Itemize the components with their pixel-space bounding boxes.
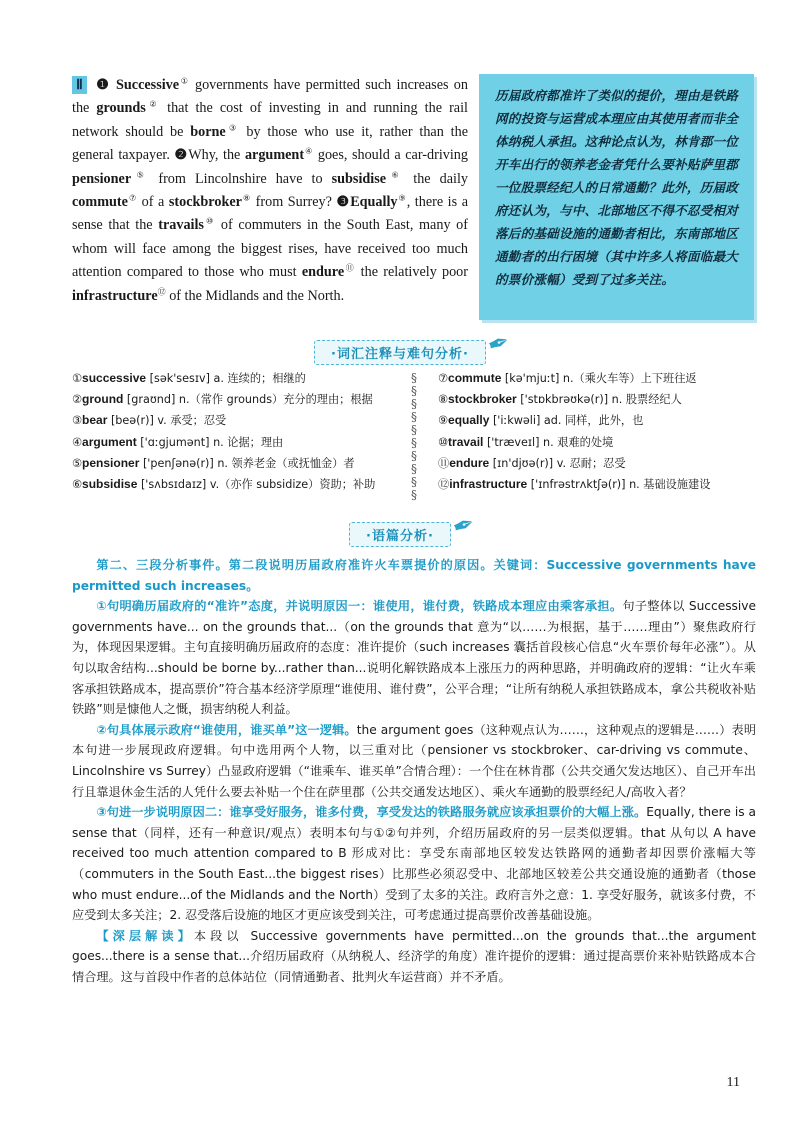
feather-pen-icon: ✒ [448,508,481,544]
vocab-list-left [72,368,417,495]
sentence-number: ❶ [96,77,111,93]
english-passage [72,74,468,308]
vocab-item: ④argument ['ɑːgjumənt] n. 论据；理由 [72,434,284,449]
vocab-header-label: ·词汇注释与难句分析· [331,347,469,362]
analysis-body: Equally, there is a sense that（同样，还有一种意识/观点）表明本句与①②句并列，介绍历届政府的另一层类似逻辑。that 从句以 A have received too much attention compared to B 形成对比：享受东南部地区较发达铁路网的通勤者却因票价涨幅大等（commuters in the South East...the biggest rises）比那些必须忍受中、北部地区较差公共交通设施的通勤者（those who must endure...of the Midlands and the North）受到了太多的关注。政府言外之意：1. 享受好服务，就该多付费，不应受到太多关注；2. 忍受落后设施的地区才更应该受到关注，可考虑通过提高票价改善基础设施。 [72,805,756,923]
vocab-section-header [0,326,800,365]
vocab-header-pill [314,326,516,365]
keyword: pensioner [72,170,132,187]
sentence-number: ❷ [174,147,189,164]
vocab-item: ⑧stockbroker ['stɒkbrəʊkə(r)] n. 股票经纪人 [438,392,682,407]
passage-text: goes, should a car-driving [313,147,468,164]
passage-text: of commuters in the South East, many of whom will face among the biggest rises, have received too much attention compared to those who must [72,217,468,281]
translation-box: 历届政府都准许了类似的提价，理由是铁路网的投资与运营成本理应由其使用者而非全体纳税人承担。这种论点认为，林肯郡一位开车出行的领养老金者凭什么要补贴萨里郡一位股票经纪人的日常通勤？此外，历届政府还认为，与中、北部地区不得不忍受相对落后的基础设施的通勤者相比，东南部地区通勤者的出行困境（其中许多人将面临最大的票价涨幅）受到了过多关注。 [479,74,754,320]
passage-text: , there is a sense that the [72,194,468,234]
footnote-marker: ③ [225,123,240,133]
vocab-item: ⑦commute [kə'mjuːt] n.（乘火车等）上下班往返 [438,371,697,385]
footnote-marker: ④ [304,146,314,156]
keyword: grounds [96,100,146,117]
footnote-marker: ⑥ [386,169,405,179]
keyword: commute [72,194,128,211]
footnote-marker: ⑦ [127,193,138,203]
passage-text: Why, the [188,147,245,164]
analysis-header-label: ·语篇分析· [366,529,434,544]
footnote-marker: ⑪ [344,263,356,273]
keyword: travails [158,217,204,234]
passage-text: the daily [404,170,469,187]
analysis-lead: ②句具体展示政府“谁使用，谁买单”这一逻辑。 [96,722,357,737]
analysis-section-header [0,508,800,547]
footnote-marker: ① [179,76,190,86]
sentence-number: ❸ [336,194,351,211]
vocab-item: ⑥subsidise ['sʌbsɪdaɪz] v.（亦作 subsidize）资助；补助 [72,477,376,492]
analysis-body: 句子整体以 Successive governments have... on the grounds that...（on the grounds that 意为“以……为根据，基于……理由”）聚焦政府行为，体现因果逻辑。主句直接明确历届政府的态度：准许提价（such increases 囊括首段核心信息“火车票价每年必涨”）。从句以取舍结构...should be borne by...rather than...说明化解铁路成本上涨压力的两种思路，并明确政府的逻辑：“让火车乘客承担铁路成本，提高票价”符合基本经济学原理“谁使用、谁付费”，公平合理；“让所有纳税人承担铁路成本，拿公共税收补贴铁路”则是慷他人之慨，损害纳税人利益。 [72,599,757,717]
vocab-item: ⑤pensioner ['penʃənə(r)] n. 领养老金（或抚恤金）者 [72,455,355,470]
column-divider: § § § § § § § § § § [411,371,417,502]
analysis-lead: ①句明确历届政府的“准许”态度，并说明原因一：谁使用，谁付费，铁路成本理应由乘客承担。 [96,599,623,614]
page-number: 11 [726,1075,740,1090]
keyword: stockbroker [168,194,242,211]
paragraph-marker: Ⅱ [72,76,87,94]
keyword: Successive [116,77,180,93]
analysis-paragraph [72,926,756,988]
footnote-marker: ⑩ [203,216,216,226]
footnote-marker: ⑤ [131,169,150,179]
keyword: infrastructure [72,287,158,304]
passage-text: governments have permitted such increases on the [72,77,468,117]
passage-text: by those who use it, rather than the general taxpayer. [72,123,468,164]
analysis-body: 本段以 Successive governments have permitted...on the grounds that...the argument goes...there is a sense that...介绍历届政府（从纳税人、经济学的角度）准许提价的逻辑：通过提高票价来补贴铁路成本合情合理。这与首段中作者的总体站位（同情通勤者、批判火车运营商）并不矛盾。 [72,928,757,984]
vocab-item: ⑨equally ['iːkwəli] ad. 同样，此外，也 [438,413,644,428]
keyword: borne [190,123,226,140]
vocab-item: ③bear [beə(r)] v. 承受；忍受 [72,413,227,428]
passage-text: of a [137,194,169,211]
analysis-paragraph [72,720,756,802]
analysis-header-pill [349,508,481,547]
discourse-analysis [72,555,756,987]
keyword: Equally [350,194,398,211]
passage-text: the relatively poor [355,264,468,281]
keyword: argument [244,147,305,164]
analysis-paragraph [72,802,756,926]
vocab-item: ①successive [sək'sesɪv] a. 连续的；相继的 [72,371,306,385]
passage-text: that the cost of investing in and running the rail network should be [72,100,468,140]
deep-reading-label: 【深层解读】 [96,928,194,943]
vocab-item: ⑫infrastructure ['ɪnfrəstrʌktʃə(r)] n. 基础设施建设 [438,477,711,492]
vocab-item: ⑩travail ['træveɪl] n. 艰难的处境 [438,434,614,449]
footnote-marker: ② [145,99,161,109]
footnote-marker: ⑨ [397,193,407,203]
analysis-intro: 第二、三段分析事件。第二段说明历届政府准许火车票提价的原因。关键词：Successive governments have permitted such increases。 [72,558,756,593]
keyword: subsidise [331,170,387,187]
footnote-marker: ⑫ [157,286,166,296]
vocab-list-right [438,368,768,495]
passage-text: of the Midlands and the North. [165,287,345,304]
vocab-item: ⑪endure [ɪn'djʊə(r)] v. 忍耐；忍受 [438,455,626,470]
analysis-body: the argument goes（这种观点认为……，这种观点的逻辑是……）表明本句进一步展现政府逻辑。句中选用两个人物，以三重对比（pensioner vs stockbroker、car-driving vs commute、Lincolnshire vs Surrey）凸显政府逻辑（“谁乘车、谁买单”合情合理）：一个住在林肯郡（公共交通欠发达地区）、自己开车出行且靠退休金生活的人凭什么要去补贴一个住在萨里郡（公共交通发达地区）、乘火车通勤的股票经纪人/高收入者？ [72,722,757,799]
feather-pen-icon: ✒ [483,326,516,362]
vocab-item: ②ground [graʊnd] n.（常作 grounds）充分的理由；根据 [72,392,373,407]
analysis-lead: ③句进一步说明原因二：谁享受好服务，谁多付费，享受发达的铁路服务就应该承担票价的大幅上涨。 [96,805,647,820]
footnote-marker: ⑧ [241,193,252,203]
passage-text: from Surrey? [251,194,337,211]
keyword: endure [301,264,345,281]
analysis-paragraph [72,596,756,720]
passage-text: from Lincolnshire have to [149,170,332,187]
